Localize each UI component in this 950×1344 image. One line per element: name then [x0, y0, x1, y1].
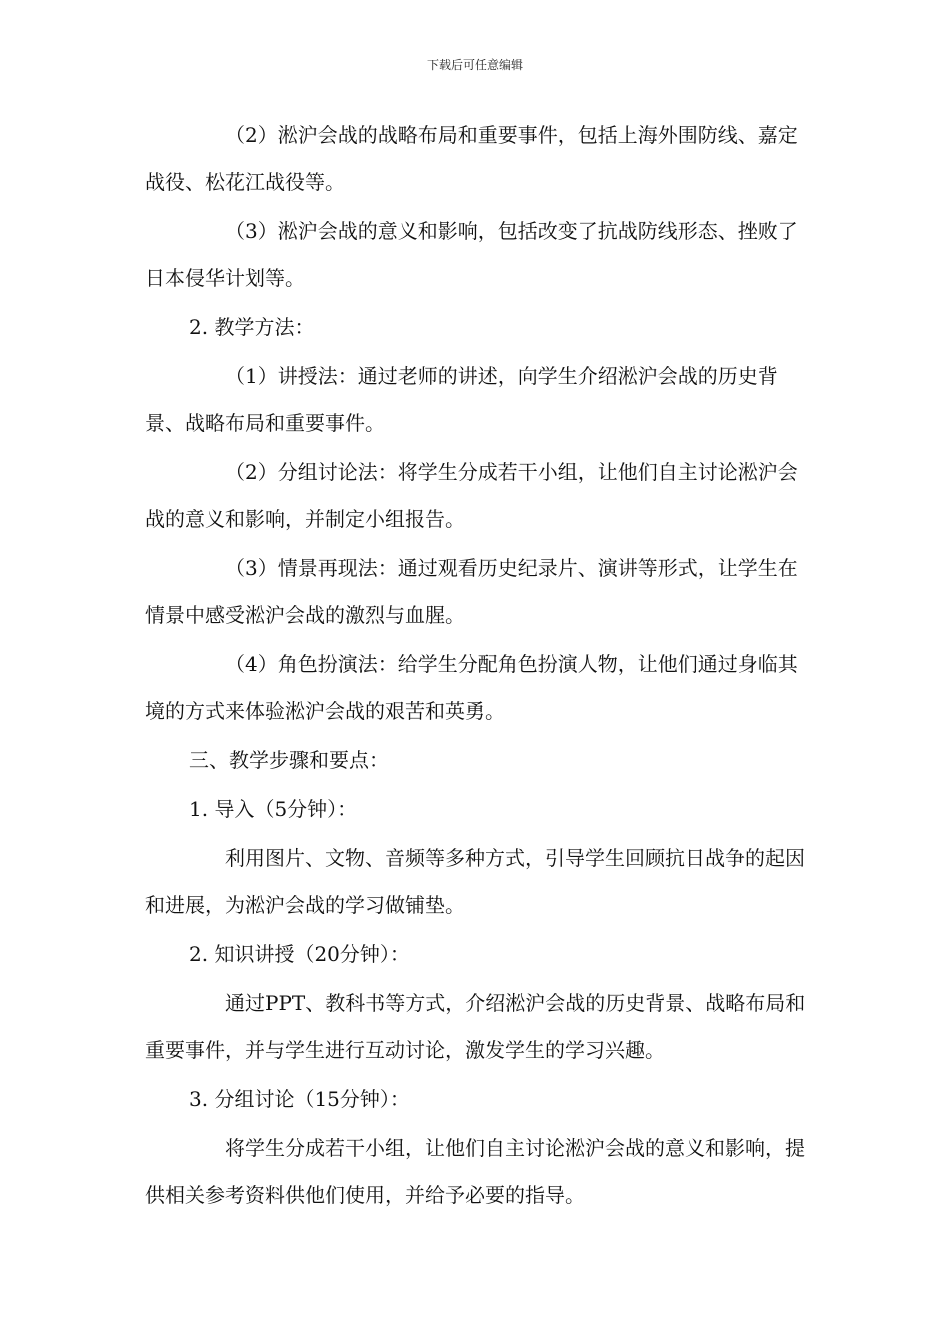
step-heading: 3. 分组讨论（15分钟）： [189, 1087, 410, 1111]
paragraph: 通过PPT、教科书等方式，介绍淞沪会战的历史背景、战略布局和重要事件，并与学生进行互动讨论，激发学生的学习兴趣。 [145, 991, 806, 1062]
step-heading: 1. 导入（5分钟）： [189, 797, 358, 821]
paragraph: （1）讲授法：通过老师的讲述，向学生介绍淞沪会战的历史背景、战略布局和重要事件。 [145, 364, 778, 435]
paragraph: 将学生分成若干小组，让他们自主讨论淞沪会战的意义和影响，提供相关参考资料供他们使用，并给予必要的指导。 [145, 1136, 805, 1207]
paragraph: （4）角色扮演法：给学生分配角色扮演人物，让他们通过身临其境的方式来体验淞沪会战的艰苦和英勇。 [145, 652, 798, 723]
paragraph: （2）淞沪会战的战略布局和重要事件，包括上海外围防线、嘉定战役、松花江战役等。 [145, 123, 798, 194]
paragraph: 利用图片、文物、音频等多种方式，引导学生回顾抗日战争的起因和进展，为淞沪会战的学习做铺垫。 [145, 846, 805, 917]
section-heading: 2. 教学方法： [189, 315, 315, 339]
paragraph: （3）淞沪会战的意义和影响，包括改变了抗战防线形态、挫败了日本侵华计划等。 [145, 219, 798, 290]
paragraph: （3）情景再现法：通过观看历史纪录片、演讲等形式，让学生在情景中感受淞沪会战的激烈与血腥。 [145, 556, 798, 627]
paragraph: （2）分组讨论法：将学生分成若干小组，让他们自主讨论淞沪会战的意义和影响，并制定小组报告。 [145, 460, 798, 531]
document-body [145, 112, 810, 1221]
section-heading: 三、教学步骤和要点： [189, 748, 389, 772]
page-header-note: 下载后可任意编辑 [426, 58, 523, 72]
step-heading: 2. 知识讲授（20分钟）： [189, 942, 410, 966]
